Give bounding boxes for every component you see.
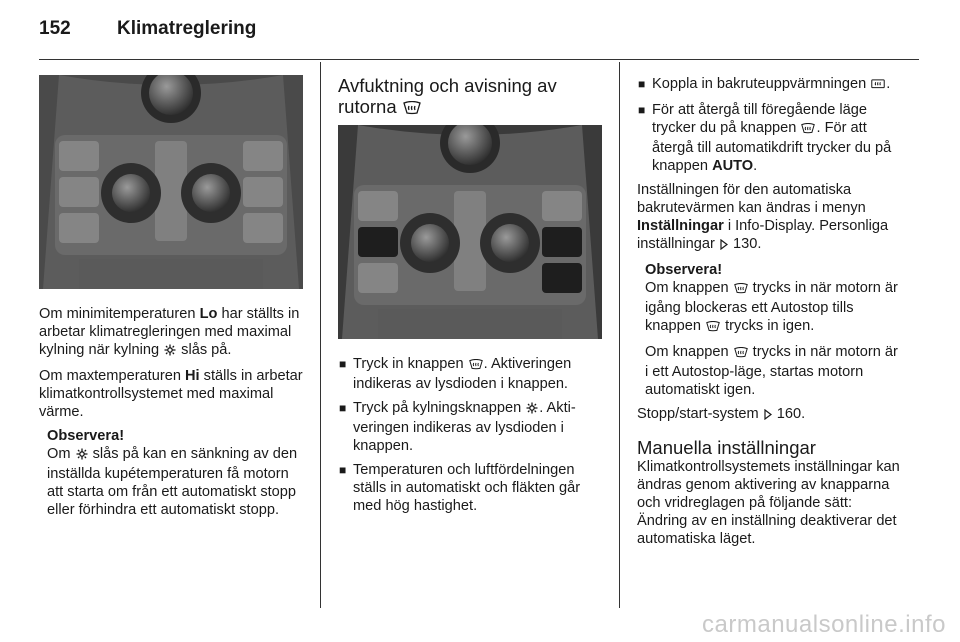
bullet-list [338, 355, 604, 515]
list-item: ■ Tryck på kylningsknappen . Aktiveringen indikeras av lysdioden i knappen. [339, 400, 576, 454]
windscreen-defrost-icon [403, 98, 421, 119]
note-title: Observera! [645, 262, 723, 278]
note-title: Observera! [47, 428, 125, 444]
section-heading: Avfuktning och avisning av rutorna [338, 75, 557, 117]
note-block: Observera! Om slås på kan en sänkning av den inställda kupétemperaturen få motorn att starta om från ett automatiskt stopp eller förhindra ett automatiskt stopp. [47, 427, 305, 519]
windscreen-defrost-icon [469, 357, 483, 375]
paragraph-min-temp: Om minimitemperaturen Lo har ställts in arbetar klimatregleringen med maximal kylning när kylning slås på. [39, 305, 305, 361]
snowflake-icon [164, 343, 176, 361]
windscreen-defrost-icon [734, 345, 748, 363]
snowflake-icon [76, 447, 88, 465]
column-1 [39, 75, 305, 525]
note-block [645, 261, 903, 399]
list-item: ■ Temperaturen och luftfördelningen ställs in automatiskt och fläkten går med hög hastighet. [339, 462, 581, 514]
paragraph-manual: Klimatkontrollsystemets inställningar kan ändras genom aktivering av knapparna och vridreglagen på följande sätt: Ändring av en inställning deaktiverar det automatiska läget. [637, 459, 900, 547]
paragraph-settings: Inställningen för den automatiska bakrutevärmen kan ändras i menyn Inställningar i Info-Display. Personliga inställningar 130. [637, 181, 903, 255]
list-item: ■ För att återgå till föregående läge trycker du på knappen . För att återgå till automatikdrift trycker du på knappen AUTO. [638, 102, 892, 174]
snowflake-icon [526, 401, 538, 419]
column-divider [320, 62, 321, 608]
rear-window-heater-icon [871, 77, 885, 95]
list-item: ■ Koppla in bakruteuppvärmningen . [637, 75, 903, 95]
header-rule [39, 59, 919, 60]
page-number: 152 [39, 18, 71, 39]
windscreen-defrost-icon [734, 281, 748, 299]
column-divider [619, 62, 620, 608]
list-item: ■ Tryck in knappen . Aktiveringen indikeras av lysdioden i knappen. [339, 356, 572, 392]
note-paragraph: Om knappen trycks in när motorn är igång blockeras ett Autostop tills knappen trycks in igen. [645, 279, 903, 337]
climate-panel-photo [338, 125, 602, 339]
paragraph-stop-start: Stopp/start-system 160. [637, 405, 903, 425]
column-2 [338, 75, 604, 521]
paragraph-max-temp: Om maxtemperaturen Hi ställs in arbetar klimatkontrollsystemet med maximal värme. [39, 368, 303, 420]
bullet-list [637, 75, 903, 175]
watermark: carmanualsonline.info [702, 611, 946, 638]
windscreen-defrost-icon [706, 319, 720, 337]
section-heading: Manuella inställningar [637, 437, 816, 458]
column-3 [637, 75, 903, 554]
reference-triangle-icon [720, 237, 728, 255]
climate-panel-photo [39, 75, 303, 289]
page-title: Klimatreglering [117, 18, 257, 39]
note-paragraph: Om knappen trycks in när motorn är i ett Autostop-läge, startas motorn automatiskt igen. [645, 344, 898, 398]
windscreen-defrost-icon [801, 121, 815, 139]
reference-triangle-icon [764, 407, 772, 425]
